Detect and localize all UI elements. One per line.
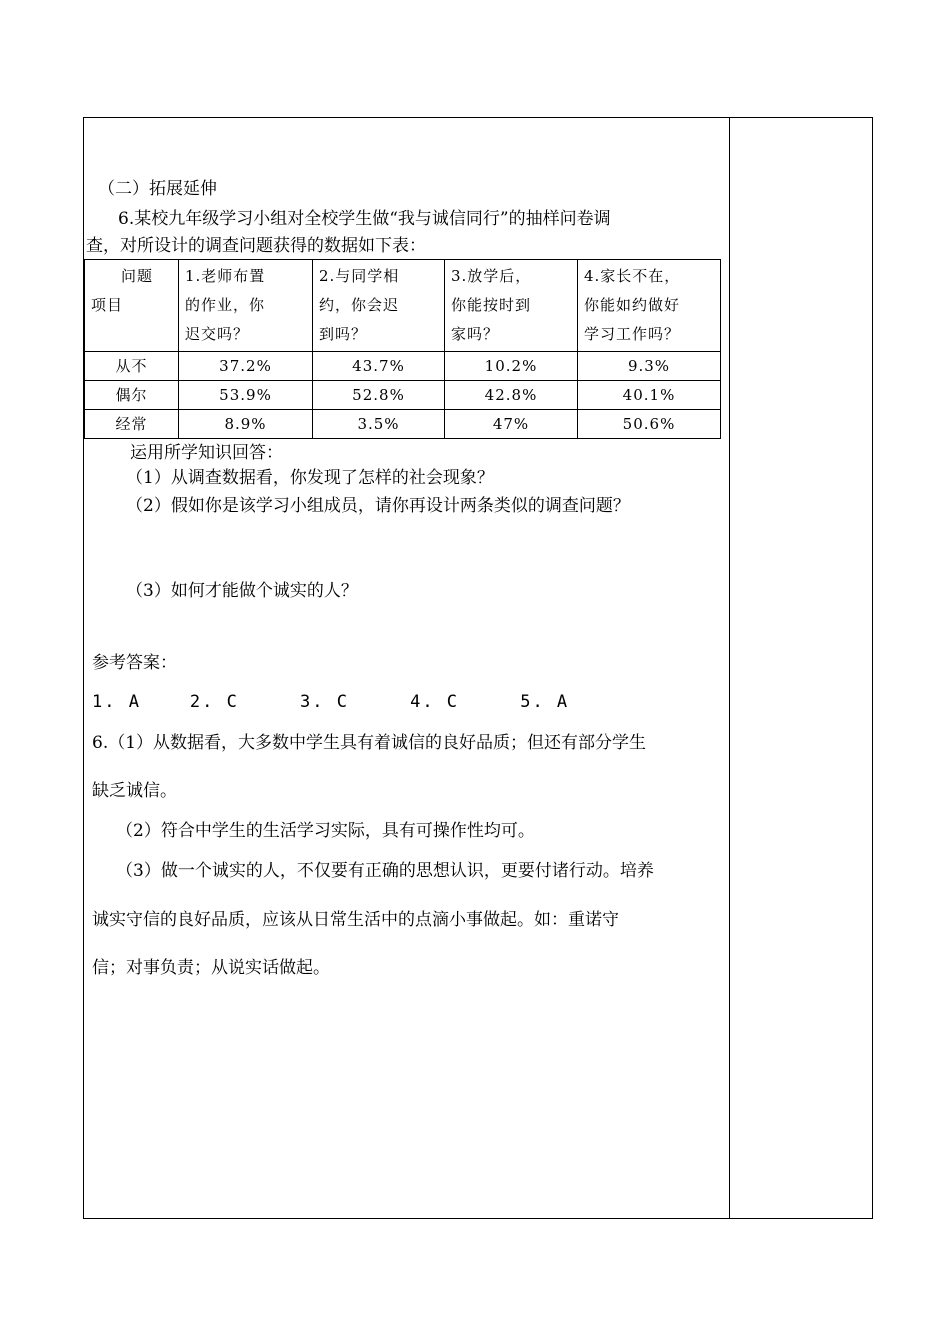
- q2-line: 约，你会迟: [319, 296, 400, 314]
- q1-line: 的作业，你: [185, 296, 266, 314]
- table-header-row: [85, 260, 721, 352]
- q4-line: 4.家长不在，: [584, 267, 681, 285]
- corner-bottom-label: 项目: [91, 296, 124, 314]
- table-cell: 10.2%: [445, 352, 578, 381]
- sub-question-2: （2）假如你是该学习小组成员，请你再设计两条类似的调查问题？: [126, 496, 630, 516]
- table-cell: 43.7%: [313, 352, 445, 381]
- table-cell: 37.2%: [179, 352, 313, 381]
- table-cell: 9.3%: [578, 352, 721, 381]
- table-cell: 50.6%: [578, 410, 721, 439]
- sub-question-1: （1）从调查数据看，你发现了怎样的社会现象？: [126, 468, 494, 488]
- question-header-3: [445, 260, 578, 352]
- question-text-line1: 6.某校九年级学习小组对全校学生做“我与诚信同行”的抽样问卷调: [118, 209, 611, 229]
- question-header-1: [179, 260, 313, 352]
- answer-6-2: （2）符合中学生的生活学习实际，具有可操作性均可。: [116, 821, 535, 841]
- column-divider: [729, 117, 730, 1219]
- question-header-2: [313, 260, 445, 352]
- table-cell: 53.9%: [179, 381, 313, 410]
- q4-line: 学习工作吗？: [584, 325, 681, 343]
- q1-line: 迟交吗？: [185, 325, 250, 343]
- answer-prompt: 运用所学知识回答：: [130, 443, 283, 463]
- answer-6-1-line2: 缺乏诚信。: [92, 781, 177, 801]
- answer-6-3-line1: （3）做一个诚实的人，不仅要有正确的思想认识，更要付诸行动。培养: [116, 861, 654, 881]
- table-cell: 40.1%: [578, 381, 721, 410]
- answer-6-3-line2: 诚实守信的良好品质，应该从日常生活中的点滴小事做起。如：重诺守: [92, 910, 619, 930]
- table-cell: 42.8%: [445, 381, 578, 410]
- section-heading: （二）拓展延伸: [98, 179, 217, 199]
- table-cell: 47%: [445, 410, 578, 439]
- table-row: [85, 352, 721, 381]
- row-label: 从不: [85, 352, 179, 381]
- row-label: 偶尔: [85, 381, 179, 410]
- table-cell: 52.8%: [313, 381, 445, 410]
- table-row: [85, 381, 721, 410]
- question-text-line2: 查，对所设计的调查问题获得的数据如下表：: [86, 236, 426, 256]
- multiple-choice-answers: 1. A 2. C 3. C 4. C 5. A: [92, 692, 570, 712]
- answer-6-1-line1: 6.（1）从数据看，大多数中学生具有着诚信的良好品质；但还有部分学生: [92, 733, 647, 753]
- survey-table: [84, 259, 721, 439]
- q1-line: 1.老师布置: [185, 267, 266, 285]
- sub-question-3: （3）如何才能做个诚实的人？: [126, 581, 358, 601]
- q3-line: 3.放学后，: [451, 267, 532, 285]
- q3-line: 你能按时到: [451, 296, 532, 314]
- table-cell: 3.5%: [313, 410, 445, 439]
- answers-heading: 参考答案：: [92, 653, 177, 673]
- table-cell: 8.9%: [179, 410, 313, 439]
- q2-line: 到吗？: [319, 325, 368, 343]
- q3-line: 家吗？: [451, 325, 500, 343]
- table-row: [85, 410, 721, 439]
- question-header-4: [578, 260, 721, 352]
- corner-header-cell: [85, 260, 179, 352]
- q4-line: 你能如约做好: [584, 296, 681, 314]
- q2-line: 2.与同学相: [319, 267, 400, 285]
- row-label: 经常: [85, 410, 179, 439]
- answer-6-3-line3: 信；对事负责；从说实话做起。: [92, 958, 330, 978]
- corner-top-label: 问题: [121, 267, 154, 285]
